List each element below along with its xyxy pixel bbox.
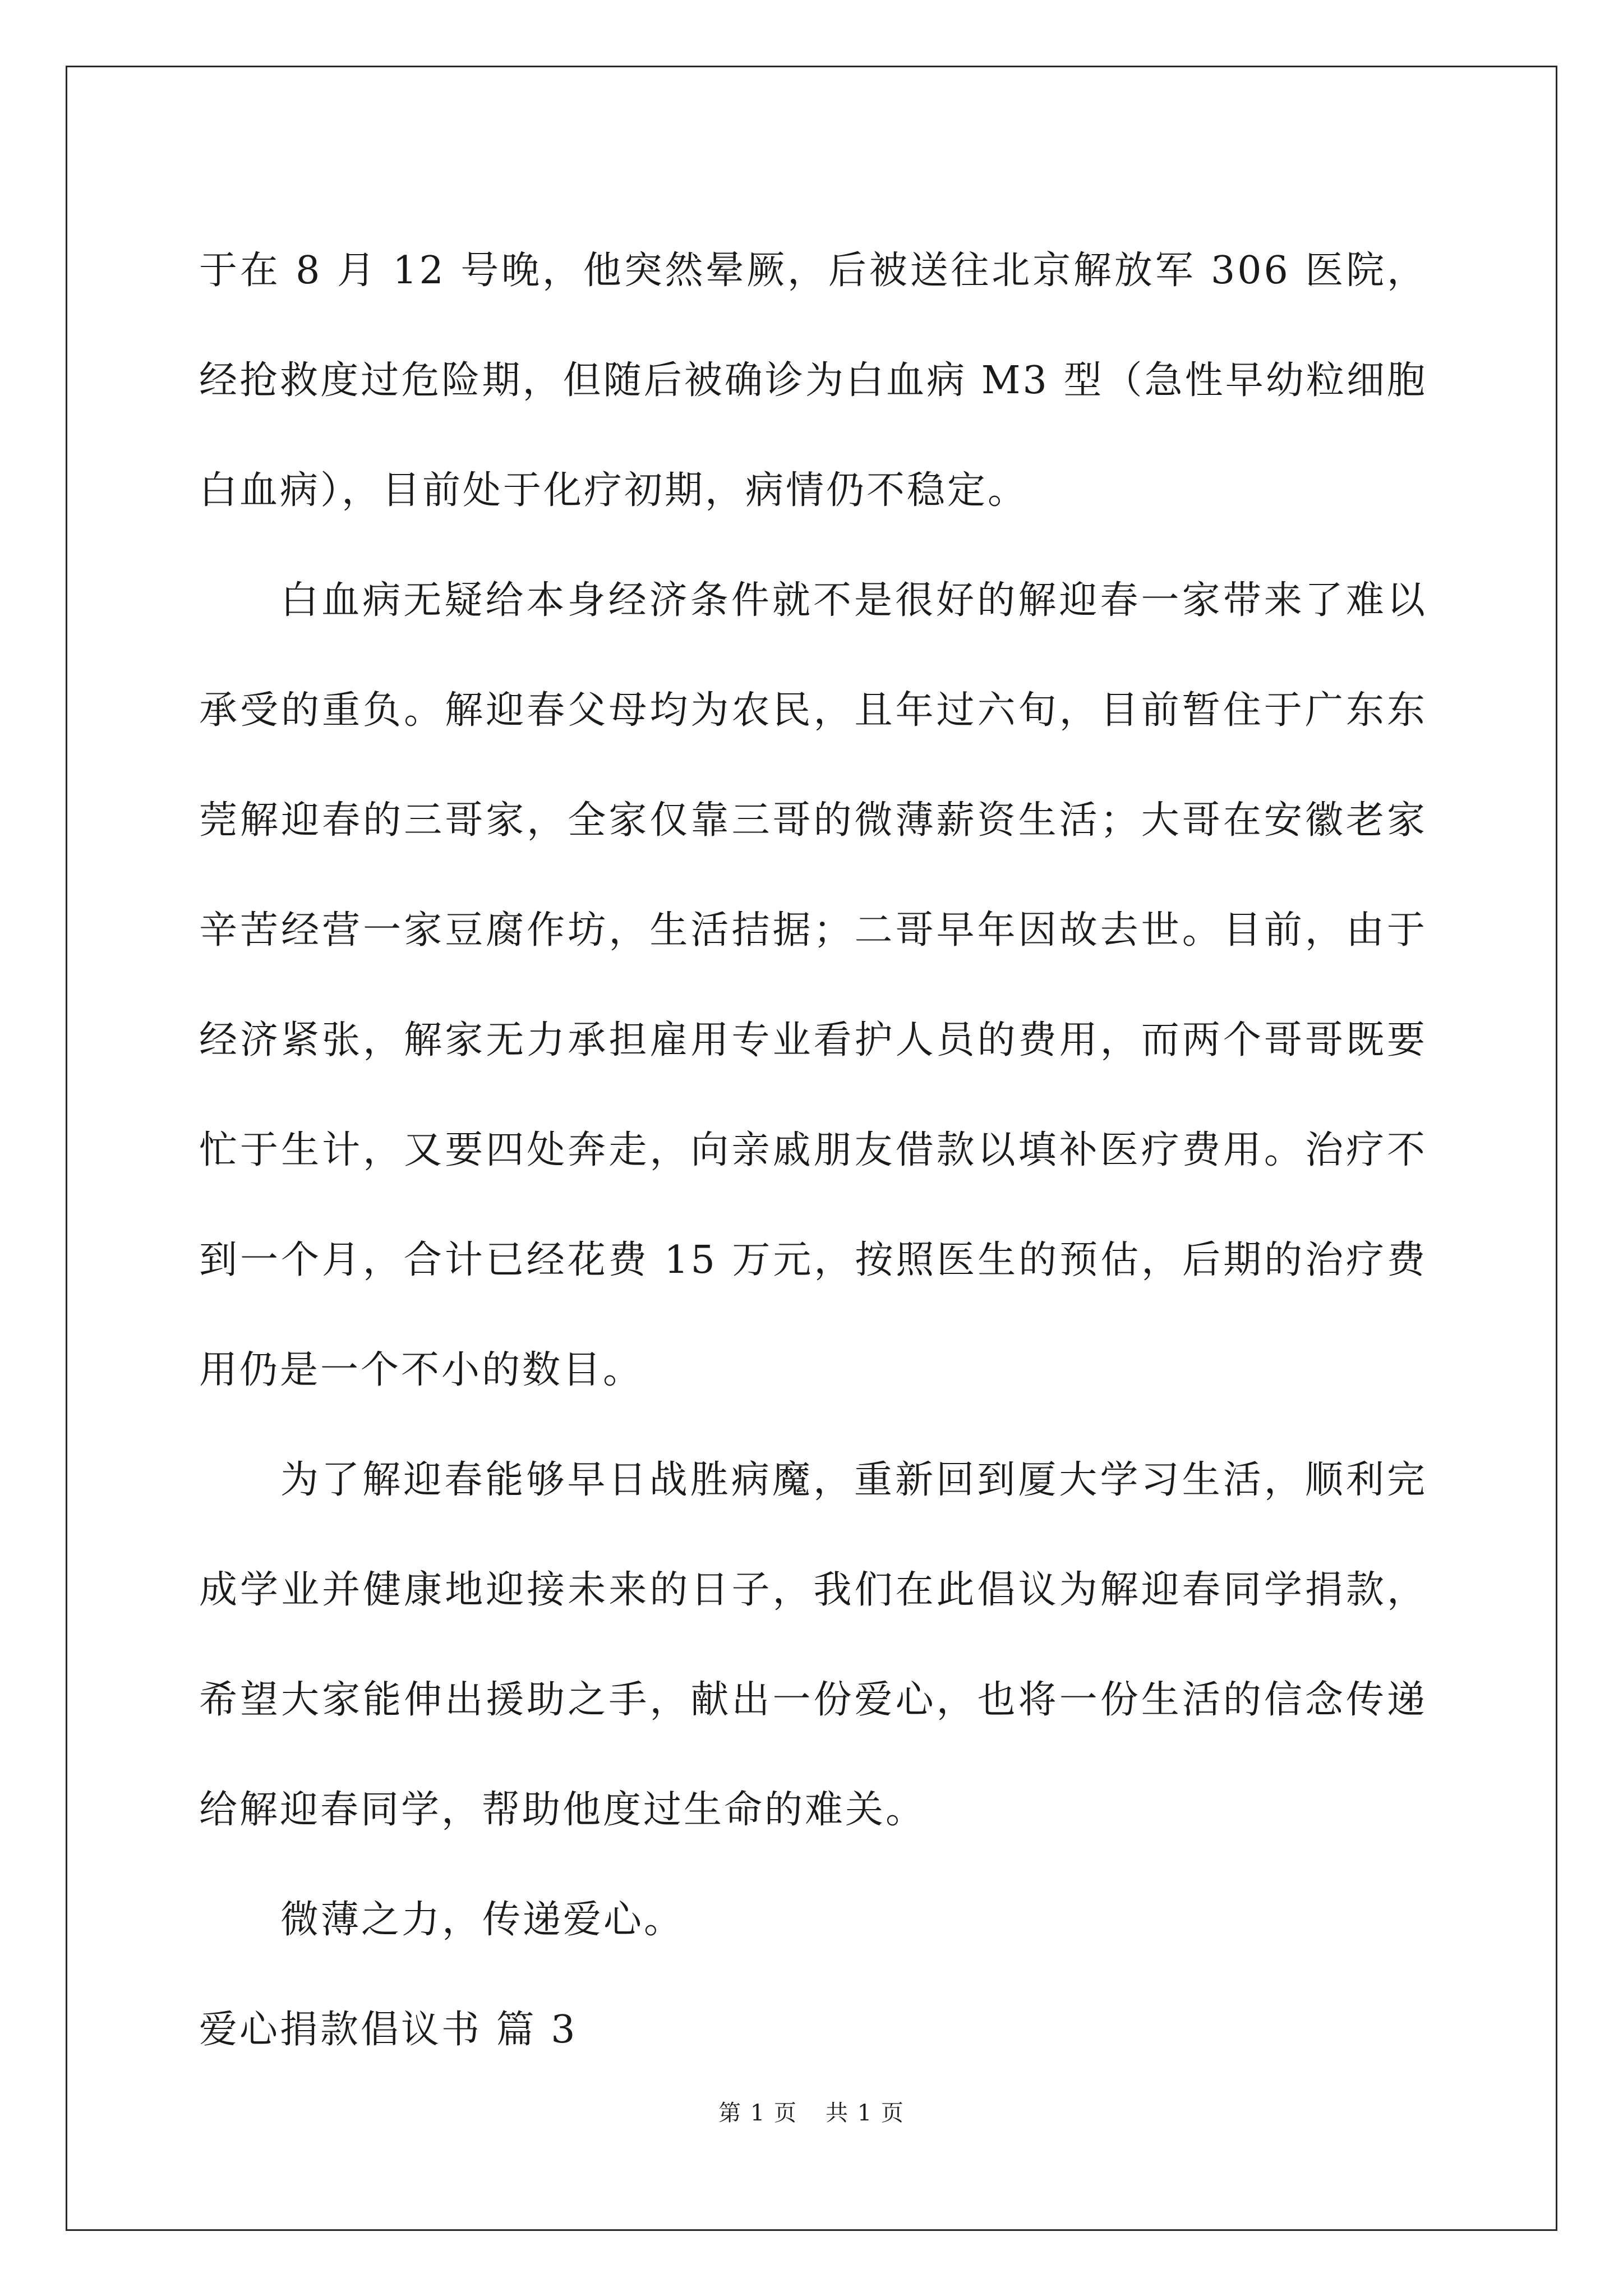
paragraph-3: 为了解迎春能够早日战胜病魔，重新回到厦大学习生活，顺利完成学业并健康地迎接未来的日子，我们在此倡议为解迎春同学捐款，希望大家能伸出援助之手，献出一份爱心，也将一份生活的信念传递给解迎春同学，帮助他度过生命的难关。 <box>199 1458 1427 1832</box>
page-total: 共 1 页 <box>826 2100 905 2126</box>
section-heading: 爱心捐款倡议书 篇 3 <box>199 2008 578 2052</box>
document-body <box>199 216 1427 2085</box>
paragraph-4: 微薄之力，传递爱心。 <box>280 1898 685 1942</box>
page-footer <box>0 2095 1623 2127</box>
paragraph-2: 白血病无疑给本身经济条件就不是很好的解迎春一家带来了难以承受的重负。解迎春父母均为农民，且年过六旬，目前暂住于广东东莞解迎春的三哥家，全家仅靠三哥的微薄薪资生活；大哥在安徽老家辛苦经营一家豆腐作坊，生活拮据；二哥早年因故去世。目前，由于经济紧张，解家无力承担雇用专业看护人员的费用，而两个哥哥既要忙于生计，又要四处奔走，向亲戚朋友借款以填补医疗费用。治疗不到一个月，合计已经花费 15 万元，按照医生的预估，后期的治疗费用仍是一个不小的数目。 <box>199 578 1427 1392</box>
page-number: 第 1 页 <box>718 2100 797 2126</box>
paragraph-1: 于在 8 月 12 号晚，他突然晕厥，后被送往北京解放军 306 医院，经抢救度过危险期，但随后被确诊为白血病 M3 型（急性早幼粒细胞白血病），目前处于化疗初期，病情仍不稳定。 <box>199 249 1427 513</box>
